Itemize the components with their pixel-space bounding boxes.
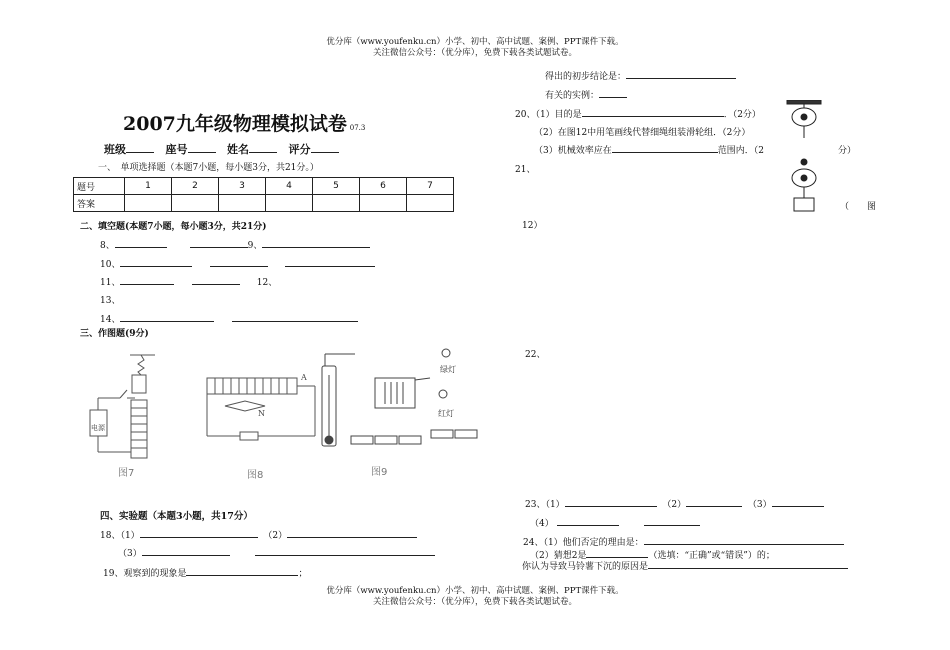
- q10-blank-2[interactable]: [210, 257, 268, 267]
- table-cell: 7: [407, 178, 454, 195]
- title-main: 2007九年级物理模拟试卷: [123, 113, 347, 135]
- footer-line-2: 关注微信公众号：（优分库），免费下载各类试题试卷。: [372, 597, 577, 607]
- score-blank[interactable]: [311, 143, 339, 153]
- q18-blank-4[interactable]: [255, 546, 435, 556]
- q24-1-label: 24、（1）他们否定的理由是：: [523, 538, 644, 548]
- fig9-label: 图9: [371, 467, 388, 478]
- q18-3-label: （3）: [118, 549, 142, 559]
- q20-3-blank[interactable]: [612, 143, 718, 153]
- fig12-ceiling: [787, 100, 821, 104]
- fig12-label-b: 12）: [522, 221, 543, 231]
- q23-4-label: （4）: [530, 519, 554, 529]
- fig7-switch: [120, 390, 127, 398]
- fig9-battery-3: [399, 436, 421, 444]
- q11-blank-1[interactable]: [120, 275, 174, 285]
- fig9-red-label: 红灯: [438, 409, 454, 418]
- table-row-numbers: [74, 178, 454, 195]
- fig9-red-lamp: [439, 390, 447, 398]
- q24-2-label: （2）猜想2是: [530, 551, 587, 561]
- q9-label: 9、: [247, 241, 263, 251]
- table-cell: 1: [125, 178, 172, 195]
- fig9-green-label: 绿灯: [440, 365, 456, 374]
- example-blank[interactable]: [599, 88, 627, 98]
- q14-blank-2[interactable]: [232, 312, 358, 322]
- table-cell: 3: [219, 178, 266, 195]
- fig7-label: 图7: [118, 468, 135, 479]
- q23-blank-3[interactable]: [772, 497, 824, 507]
- answer-cell[interactable]: [125, 195, 172, 212]
- name-label: 姓名: [227, 143, 249, 156]
- q18-blank-2[interactable]: [287, 528, 417, 538]
- section3-heading: 三、作图题(9分): [80, 329, 149, 339]
- class-blank[interactable]: [126, 143, 154, 153]
- fig9-battery-5: [455, 430, 477, 438]
- q24-3-blank[interactable]: [648, 559, 848, 569]
- q14-label: 14、: [100, 315, 121, 325]
- section4-heading: 四、实验题（本题3小题，共17分）: [100, 511, 253, 522]
- figure-area: [75, 340, 485, 490]
- figure-9: [322, 349, 477, 446]
- fig9-battery-4: [431, 430, 453, 438]
- q19-end: ；: [298, 569, 308, 579]
- q18-blank-1[interactable]: [140, 528, 258, 538]
- fig12-weight: [794, 198, 814, 211]
- q12-label: 12、: [256, 278, 278, 288]
- answer-cell[interactable]: [313, 195, 360, 212]
- fig8-label-n: N: [258, 409, 265, 418]
- q8-blank-1[interactable]: [115, 238, 167, 248]
- fig8-resistor: [240, 432, 258, 440]
- q20-1-line: [515, 107, 761, 120]
- q20-3-label: （3）机械效率应在: [534, 146, 612, 156]
- fig7-magnet: [132, 375, 146, 393]
- q23-blank-5[interactable]: [644, 516, 700, 526]
- q23-blank-1[interactable]: [565, 497, 657, 507]
- fig9-green-lamp: [442, 349, 450, 357]
- q24-3-label: 你认为导致马铃薯下沉的原因是: [522, 562, 649, 572]
- q20-1-blank[interactable]: [582, 107, 724, 117]
- answer-cell[interactable]: [266, 195, 313, 212]
- q8-blank-2[interactable]: [190, 238, 248, 248]
- row-label-answer: 答案: [74, 195, 125, 212]
- q18-label: 18、（1）: [100, 531, 140, 541]
- table-cell: 4: [266, 178, 313, 195]
- q21-label: 21、: [515, 165, 536, 175]
- class-label: 班级: [104, 143, 126, 156]
- table-cell: 2: [172, 178, 219, 195]
- q10-line: [100, 257, 375, 270]
- q20-1-points: ．（2分）: [723, 110, 761, 120]
- fig7-power: [90, 410, 107, 436]
- q20-3-line: [534, 143, 764, 156]
- fig9-battery-2: [375, 436, 397, 444]
- q18-line-2: [118, 546, 435, 559]
- q18-line-1: [100, 528, 417, 541]
- q24-2-note: （选填：“正确”或“错误”）的；: [648, 551, 775, 561]
- q10-blank-1[interactable]: [120, 257, 192, 267]
- q18-2-label: （2）: [263, 531, 288, 541]
- q14-line: [100, 312, 358, 325]
- q9-blank[interactable]: [262, 238, 370, 248]
- q19-label: 19、观察到的现象是: [103, 569, 187, 579]
- q8-line: [100, 238, 370, 251]
- q19-blank[interactable]: [186, 566, 298, 576]
- q23-3-label: （3）: [747, 500, 772, 510]
- conclusion-blank[interactable]: [626, 69, 736, 79]
- q10-label: 10、: [100, 260, 121, 270]
- figure-12: [785, 100, 825, 215]
- example-line: [545, 88, 627, 101]
- figure-7: [90, 355, 155, 458]
- q24-3-line: [522, 559, 848, 572]
- table-cell: 6: [360, 178, 407, 195]
- fig12-label-a: （ 图: [840, 202, 877, 212]
- q23-line-2: [530, 516, 700, 529]
- answer-cell[interactable]: [172, 195, 219, 212]
- header-line-2: 关注微信公众号：（优分库），免费下载各类试题试卷。: [372, 48, 577, 58]
- answer-cell[interactable]: [360, 195, 407, 212]
- q24-1-blank[interactable]: [644, 535, 844, 545]
- q23-blank-2[interactable]: [686, 497, 742, 507]
- fig12-hook: [801, 159, 807, 165]
- answer-table: [73, 177, 454, 212]
- q22-label: 22、: [525, 350, 546, 360]
- q11-line: [100, 275, 277, 288]
- q24-1-line: [523, 535, 844, 548]
- fig7-spring: [138, 355, 144, 375]
- page-title: [123, 109, 365, 136]
- q23-blank-4[interactable]: [557, 516, 619, 526]
- q10-blank-3[interactable]: [285, 257, 375, 267]
- row-label-number: 题号: [74, 178, 125, 195]
- section2-heading: 二、填空题(本题7小题，每小题3分，共21分): [80, 222, 267, 232]
- q20-3-points: 分）: [838, 146, 857, 156]
- fig8-label-a: A: [301, 373, 307, 382]
- seat-label: 座号: [165, 143, 188, 156]
- fig8-label: 图8: [247, 470, 264, 481]
- q23-2-label: （2）: [662, 500, 687, 510]
- table-cell: 5: [313, 178, 360, 195]
- answer-cell[interactable]: [407, 195, 454, 212]
- q23-line-1: [525, 497, 824, 510]
- section1-heading: 一、 单项选择题（本题7小题，每小题3分，共21分。）: [98, 163, 319, 173]
- q14-blank-1[interactable]: [120, 312, 214, 322]
- score-label: 评分: [288, 143, 311, 156]
- q18-blank-3[interactable]: [142, 546, 230, 556]
- name-blank[interactable]: [249, 143, 277, 153]
- q19-line: [103, 566, 307, 579]
- answer-cell[interactable]: [219, 195, 266, 212]
- q8-label: 8、: [100, 241, 115, 251]
- q23-label: 23、（1）: [525, 500, 565, 510]
- table-row-answers: [74, 195, 454, 212]
- example-label: 有关的实例：: [545, 91, 600, 101]
- q13-label: 13、: [100, 296, 121, 306]
- q11-blank-2[interactable]: [192, 275, 240, 285]
- q11-label: 11、: [100, 278, 121, 288]
- footer-line-1: 优分库（www.youfenku.cn）小学、初中、高中试题、案例、PPT课件下载。: [326, 586, 624, 596]
- q20-1-label: 20、（1）目的是: [515, 110, 582, 120]
- fig7-coil: [131, 400, 147, 458]
- seat-blank[interactable]: [188, 143, 216, 153]
- fig8-coil: [207, 378, 297, 394]
- title-date: 07.3: [349, 124, 366, 132]
- q24-2-blank[interactable]: [586, 548, 648, 558]
- header-line-1: 优分库（www.youfenku.cn）小学、初中、高中试题、案例、PPT课件下载。: [326, 37, 624, 47]
- q13-line: [100, 293, 120, 306]
- conclusion-label: 得出的初步结论是：: [545, 72, 627, 82]
- fig7-power-label: 电源: [91, 424, 105, 432]
- q20-2-line: （2）在图12中用笔画线代替细绳组装滑轮组．（2分）: [534, 128, 751, 138]
- q20-3-end: 范围内．（2: [717, 146, 764, 156]
- conclusion-line: [545, 69, 736, 82]
- fig9-relay: [375, 378, 415, 408]
- student-info: [104, 141, 339, 157]
- fig9-battery-1: [351, 436, 373, 444]
